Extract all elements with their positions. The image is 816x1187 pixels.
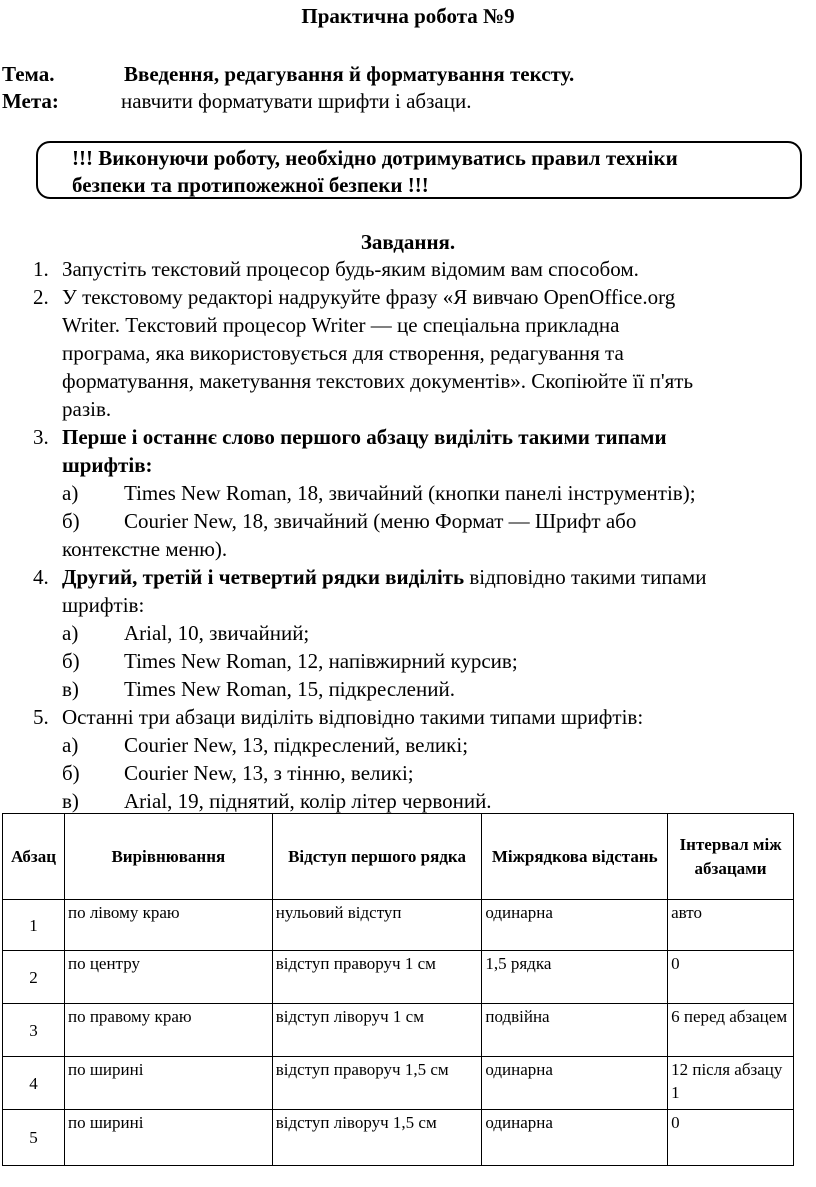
task-subitem: в) Times New Roman, 15, підкреслений. <box>62 677 455 701</box>
table-row: 2 по центру відступ праворуч 1 см 1,5 рядка 0 <box>3 951 794 1004</box>
task-subitem: б) Courier New, 18, звичайний (меню Формат — Шрифт або <box>62 509 637 533</box>
task-item-tail: контекстне меню). <box>62 537 228 561</box>
header-paragraph: Абзац <box>3 814 65 900</box>
task-item: 2. У текстовому редакторі надрукуйте фразу «Я вивчаю OpenOffice.org Writer. Текстовий процесор Writer — це спеціальна прикладна програма, яка використовується для створення, редагування та форматування, макетування текстових документів». Скопіюйте її п'ять разів. <box>33 285 694 421</box>
table-row: 3 по правому краю відступ ліворуч 1 см подвійна 6 перед абзацем <box>3 1004 794 1057</box>
task-subitem: а) Times New Roman, 18, звичайний (кнопки панелі інструментів); <box>62 481 696 505</box>
header-first-line-indent: Відступ першого рядка <box>272 814 482 900</box>
tasks-heading: Завдання. <box>360 230 456 254</box>
topic-text: Введення, редагування й форматування тексту. <box>124 62 575 86</box>
safety-warning-text: !!! Виконуючи роботу, необхідно дотримуватись правил техніки безпеки та протипожежної безпеки !!! <box>72 146 678 197</box>
task-item: 4. Другий, третій і четвертий рядки виділіть відповідно такими типами шрифтів: <box>33 565 707 617</box>
goal-text: навчити форматувати шрифти і абзаци. <box>121 89 472 113</box>
task-subitem: а) Courier New, 13, підкреслений, великі; <box>62 733 469 757</box>
header-alignment: Вирівнювання <box>64 814 272 900</box>
task-subitem: б) Courier New, 13, з тінню, великі; <box>62 761 414 785</box>
goal-label: Мета: <box>2 89 59 113</box>
task-subitem: б) Times New Roman, 12, напівжирний курсив; <box>62 649 518 673</box>
header-paragraph-interval: Інтервал між абзацами <box>668 814 794 900</box>
task-list <box>0 255 816 815</box>
table-row: 1 по лівому краю нульовий відступ одинарна авто <box>3 900 794 951</box>
page-title: Практична робота №9 <box>301 4 515 28</box>
task-item: 3. Перше і останнє слово першого абзацу виділіть такими типами шрифтів: <box>33 425 667 477</box>
task-item: 1. Запустіть текстовий процесор будь-яким відомим вам способом. <box>33 257 639 281</box>
task-subitem: в) Arial, 19, піднятий, колір літер червоний. <box>62 789 492 813</box>
formatting-table <box>2 813 794 1166</box>
task-subitem: а) Arial, 10, звичайний; <box>62 621 310 645</box>
topic-label: Тема. <box>2 62 55 86</box>
task-item: 5. Останні три абзаци виділіть відповідно такими типами шрифтів: <box>33 705 644 729</box>
table-row: 5 по ширині відступ ліворуч 1,5 см одинарна 0 <box>3 1110 794 1166</box>
table-row: 4 по ширині відступ праворуч 1,5 см одинарна 12 після абзацу 1 <box>3 1057 794 1110</box>
header-line-spacing: Міжрядкова відстань <box>482 814 668 900</box>
table-header-row <box>3 814 794 900</box>
